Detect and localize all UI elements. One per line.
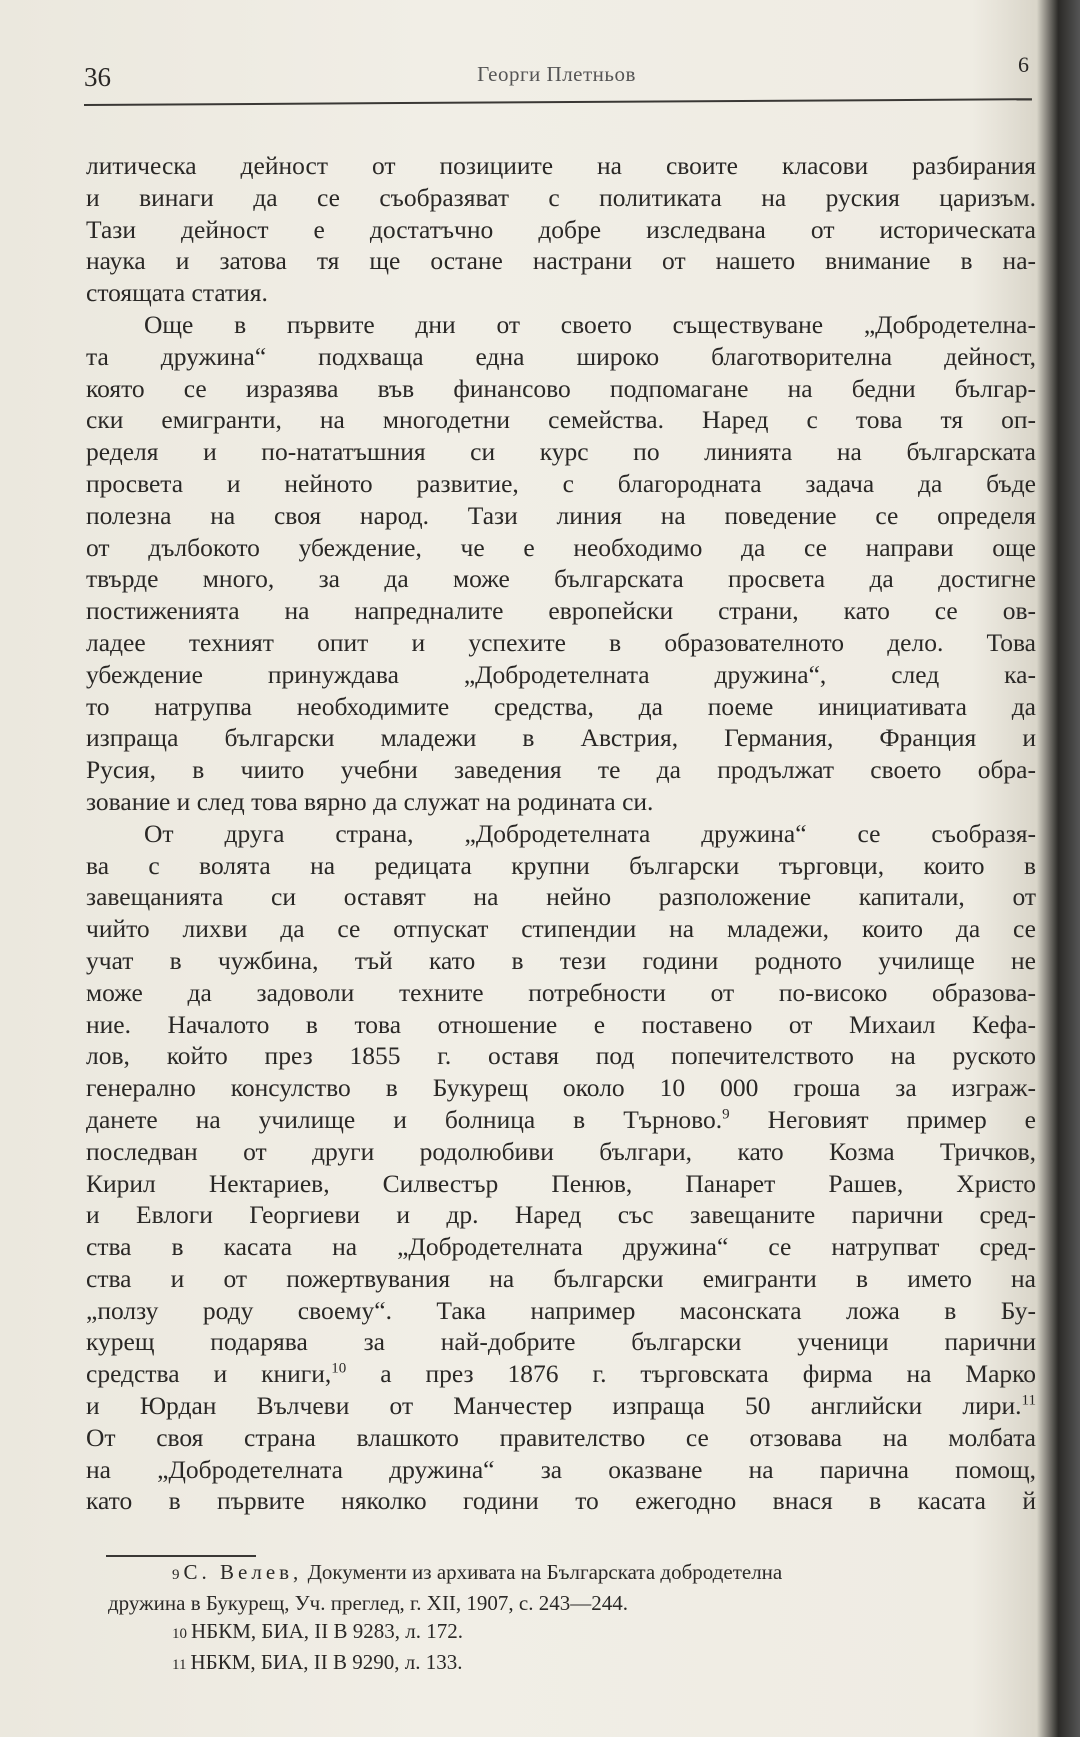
footnote-10 bbox=[108, 1617, 1058, 1648]
text-line bbox=[86, 245, 1036, 277]
footnote-text: Документи из архивата на Българската добродетелна bbox=[302, 1560, 783, 1584]
text-line bbox=[86, 214, 1036, 246]
text-line bbox=[86, 913, 1036, 945]
line-text: средства и книги, bbox=[86, 1359, 332, 1389]
footnotes bbox=[108, 1558, 1058, 1679]
line-text: учат в чужбина, тъй като в тези години родното училище не bbox=[86, 945, 1036, 975]
text-line bbox=[86, 818, 1036, 850]
text-line bbox=[86, 1295, 1036, 1327]
text-line bbox=[86, 532, 1036, 564]
footnote-reference: 10 bbox=[331, 1360, 347, 1377]
line-text: Тази дейност е достатъчно добре изследвана от историческата bbox=[86, 214, 1036, 244]
footnote-reference: 11 bbox=[1021, 1392, 1036, 1409]
footnote-11 bbox=[108, 1648, 1058, 1679]
text-line bbox=[86, 277, 1036, 309]
line-text: изпраща български младежи в Австрия, Германия, Франция и bbox=[86, 723, 1036, 753]
text-line bbox=[86, 722, 1036, 754]
line-text: ределя и по-нататъшния си курс по линията на българската bbox=[86, 437, 1036, 467]
text-line bbox=[86, 1422, 1036, 1454]
line-text: литическа дейност от позициите на своите класови разбирания bbox=[86, 151, 1036, 180]
line-text: генерално консулство в Букурещ около 10 000 гроша за изграж- bbox=[86, 1073, 1036, 1103]
line-text: последван от други родолюбиви българи, като Козма Тричков, bbox=[86, 1136, 1036, 1166]
body-text bbox=[86, 150, 1036, 1517]
page-header bbox=[84, 52, 1029, 92]
text-line bbox=[86, 1072, 1036, 1104]
line-text: данете на училище и болница в Търново. bbox=[86, 1104, 723, 1134]
footnote-reference: 9 bbox=[722, 1106, 730, 1123]
line-text: от дълбокото убеждение, че е необходимо да се направи още bbox=[86, 532, 1036, 562]
text-line bbox=[86, 182, 1036, 214]
line-text: убеждение принуждава „Добродетелната дружина“, след ка- bbox=[86, 659, 1036, 689]
signature-mark: 6 bbox=[1018, 52, 1029, 77]
line-text: полезна на своя народ. Тази линия на поведение се определя bbox=[86, 500, 1036, 530]
text-line bbox=[86, 977, 1036, 1009]
text-line bbox=[86, 881, 1036, 913]
line-text: на „Добродетелната дружина“ за оказване на парична помощ, bbox=[86, 1454, 1036, 1484]
footnote-9-continuation: дружина в Букурещ, Уч. преглед, г. XII, 1907, с. 243—244. bbox=[108, 1591, 628, 1615]
footnote-9 bbox=[108, 1558, 1058, 1589]
line-text: чийто лихви да се отпускат стипендии на младежи, които да се bbox=[86, 914, 1036, 944]
page-number: 36 bbox=[84, 62, 111, 92]
text-line bbox=[86, 786, 1036, 818]
line-text: та дружина“ подхваща една широко благотворителна дейност, bbox=[86, 341, 1036, 371]
line-text: завещанията си оставят на нейно разположение капитали, от bbox=[86, 882, 1036, 912]
line-text: просвета и нейното развитие, с благородната задача да бъде bbox=[86, 468, 1036, 498]
line-text: От друга страна, „Добродетелната дружина“ се съобразя- bbox=[144, 818, 1036, 848]
text-line bbox=[86, 1231, 1036, 1263]
footnote-number: 10 bbox=[172, 1626, 187, 1642]
line-text: „ползу роду своему“. Така например масонската ложа в Бу- bbox=[86, 1295, 1036, 1325]
footnote-number: 11 bbox=[172, 1657, 187, 1673]
line-text: то натрупва необходимите средства, да поеме инициативата да bbox=[86, 691, 1036, 721]
running-title: Георги Плетньов bbox=[477, 62, 636, 86]
text-line bbox=[86, 1040, 1036, 1072]
text-line bbox=[86, 1009, 1036, 1041]
footnote-text: НБКМ, БИА, II В 9283, л. 172. bbox=[191, 1619, 464, 1643]
header-rule bbox=[84, 98, 1032, 106]
footnote-rule bbox=[106, 1555, 256, 1557]
line-text: лов, който през 1855 г. оставя под попечителството на руското bbox=[86, 1041, 1036, 1071]
line-text: ства в касата на „Добродетелната дружина“ се натрупват сред- bbox=[86, 1232, 1036, 1262]
text-line bbox=[86, 500, 1036, 532]
text-line bbox=[86, 1326, 1036, 1358]
text-line bbox=[86, 1199, 1036, 1231]
text-line bbox=[86, 1454, 1036, 1486]
line-text: От своя страна влашкото правителство се отзовава на молбата bbox=[86, 1422, 1036, 1452]
line-text-continued: а през 1876 г. търговската фирма на Марко bbox=[346, 1359, 1036, 1389]
footnote-text: НБКМ, БИА, II В 9290, л. 133. bbox=[190, 1650, 463, 1674]
line-text: и Юрдан Вълчеви от Манчестер изпраща 50 английски лири. bbox=[86, 1391, 1022, 1421]
text-line bbox=[86, 1485, 1036, 1517]
text-line bbox=[86, 1136, 1036, 1168]
line-text: и Евлоги Георгиеви и др. Наред със завещаните парични сред- bbox=[86, 1200, 1036, 1230]
line-text: Кирил Нектариев, Силвестър Пенюв, Панарет Рашев, Христо bbox=[86, 1168, 1036, 1198]
text-line bbox=[86, 150, 1036, 182]
text-line bbox=[86, 659, 1036, 691]
line-text: и винаги да се съобразяват с политиката на руския царизъм. bbox=[86, 182, 1036, 212]
text-line bbox=[86, 850, 1036, 882]
line-text: като в първите няколко години то ежегодно внася в касата й bbox=[86, 1486, 1036, 1516]
text-line bbox=[86, 691, 1036, 723]
line-text-continued: Неговият пример е bbox=[729, 1104, 1036, 1134]
text-line bbox=[86, 1358, 1036, 1390]
line-text: твърде много, за да може българската просвета да достигне bbox=[86, 564, 1036, 594]
text-line bbox=[86, 373, 1036, 405]
line-text: Още в първите дни от своето съществуване „Добродетелна- bbox=[144, 309, 1036, 339]
text-line bbox=[86, 754, 1036, 786]
line-text: наука и затова тя ще остане настрани от нашето внимание в на- bbox=[86, 246, 1036, 276]
line-text: която се изразява във финансово подпомагане на бедни българ- bbox=[86, 373, 1036, 403]
text-line bbox=[86, 1263, 1036, 1295]
text-line bbox=[86, 1390, 1036, 1422]
text-line bbox=[86, 309, 1036, 341]
line-text: Русия, в чиито учебни заведения те да продължат своето обра- bbox=[86, 755, 1036, 785]
line-text: курещ подарява за най-добрите български ученици парични bbox=[86, 1327, 1036, 1357]
line-text: ства и от пожертвувания на български емигранти в името на bbox=[86, 1263, 1036, 1293]
line-text: ски емигранти, на многодетни семейства. Наред с това тя оп- bbox=[86, 405, 1036, 435]
text-line bbox=[86, 341, 1036, 373]
text-line bbox=[86, 563, 1036, 595]
line-text: ние. Началото в това отношение е поставено от Михаил Кефа- bbox=[86, 1009, 1036, 1039]
line-text: стоящата статия. bbox=[86, 278, 268, 308]
line-text: ладее техният опит и успехите в образователното дело. Това bbox=[86, 627, 1036, 657]
text-line bbox=[86, 945, 1036, 977]
text-line bbox=[86, 436, 1036, 468]
text-line bbox=[86, 627, 1036, 659]
text-line bbox=[86, 1168, 1036, 1200]
text-line bbox=[86, 468, 1036, 500]
line-text: ва с волята на редицата крупни български търговци, които в bbox=[86, 850, 1036, 880]
line-text: постиженията на напредналите европейски страни, като се ов- bbox=[86, 596, 1036, 626]
text-line bbox=[86, 1104, 1036, 1136]
line-text: може да задоволи техните потребности от по-високо образова- bbox=[86, 977, 1036, 1007]
footnote-author: С. Велев, bbox=[183, 1560, 303, 1584]
text-line bbox=[86, 595, 1036, 627]
footnote-number: 9 bbox=[172, 1567, 180, 1583]
line-text: зование и след това вярно да служат на родината си. bbox=[86, 786, 654, 816]
text-line bbox=[86, 404, 1036, 436]
